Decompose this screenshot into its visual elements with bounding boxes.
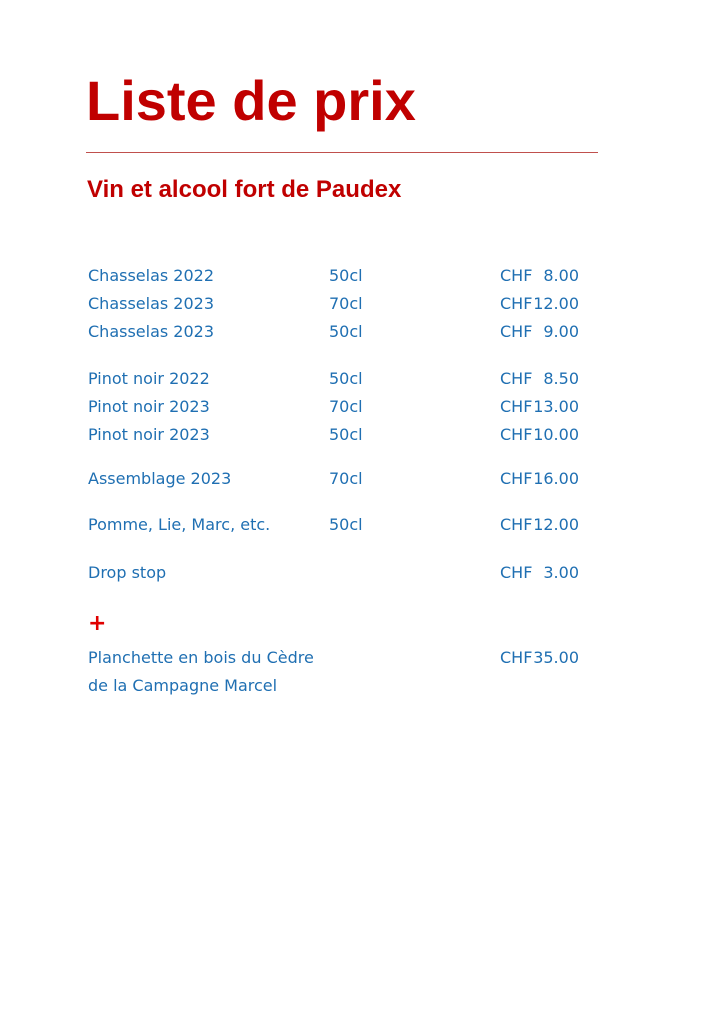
price-row (0, 512, 724, 538)
item-price: 10.00 (533, 425, 579, 444)
item-currency: CHF (500, 294, 533, 313)
price-row (0, 366, 724, 392)
item-currency: CHF (500, 397, 533, 416)
item-volume: 50cl (329, 515, 363, 534)
title-divider (86, 152, 598, 153)
item-currency: CHF (500, 563, 533, 582)
extra-item-price: 35.00 (533, 648, 579, 667)
price-row (0, 560, 724, 586)
item-currency: CHF (500, 322, 533, 341)
item-price: 8.00 (543, 266, 579, 285)
item-volume: 50cl (329, 266, 363, 285)
price-row (0, 291, 724, 317)
item-name: Pinot noir 2023 (88, 397, 210, 416)
extra-item-name-line1: Planchette en bois du Cèdre (88, 648, 314, 667)
price-row (0, 422, 724, 448)
item-name: Pinot noir 2022 (88, 369, 210, 388)
item-volume: 50cl (329, 369, 363, 388)
item-volume: 70cl (329, 469, 363, 488)
extra-item-name-line2: de la Campagne Marcel (88, 676, 278, 695)
item-volume: 70cl (329, 397, 363, 416)
price-row (0, 263, 724, 289)
item-name: Pinot noir 2023 (88, 425, 210, 444)
item-price: 12.00 (533, 294, 579, 313)
item-price: 3.00 (543, 563, 579, 582)
item-name: Chasselas 2022 (88, 266, 215, 285)
item-price: 9.00 (543, 322, 579, 341)
item-name: Chasselas 2023 (88, 294, 215, 313)
price-row (0, 319, 724, 345)
price-row (0, 394, 724, 420)
extra-item-currency: CHF (500, 648, 533, 667)
plus-icon: + (88, 611, 107, 636)
item-volume: 50cl (329, 322, 363, 341)
item-volume: 50cl (329, 425, 363, 444)
extra-row-continued (0, 673, 724, 699)
price-row (0, 466, 724, 492)
item-currency: CHF (500, 266, 533, 285)
item-name: Pomme, Lie, Marc, etc. (88, 515, 271, 534)
item-price: 16.00 (533, 469, 579, 488)
item-price: 8.50 (543, 369, 579, 388)
section-subtitle: Vin et alcool fort de Paudex (87, 176, 402, 203)
item-currency: CHF (500, 425, 533, 444)
item-price: 12.00 (533, 515, 579, 534)
item-name: Assemblage 2023 (88, 469, 232, 488)
item-currency: CHF (500, 515, 533, 534)
item-currency: CHF (500, 469, 533, 488)
item-name: Chasselas 2023 (88, 322, 215, 341)
item-name: Drop stop (88, 563, 167, 582)
item-volume: 70cl (329, 294, 363, 313)
extra-row (0, 645, 724, 671)
item-price: 13.00 (533, 397, 579, 416)
item-currency: CHF (500, 369, 533, 388)
page-title: Liste de prix (86, 69, 416, 132)
